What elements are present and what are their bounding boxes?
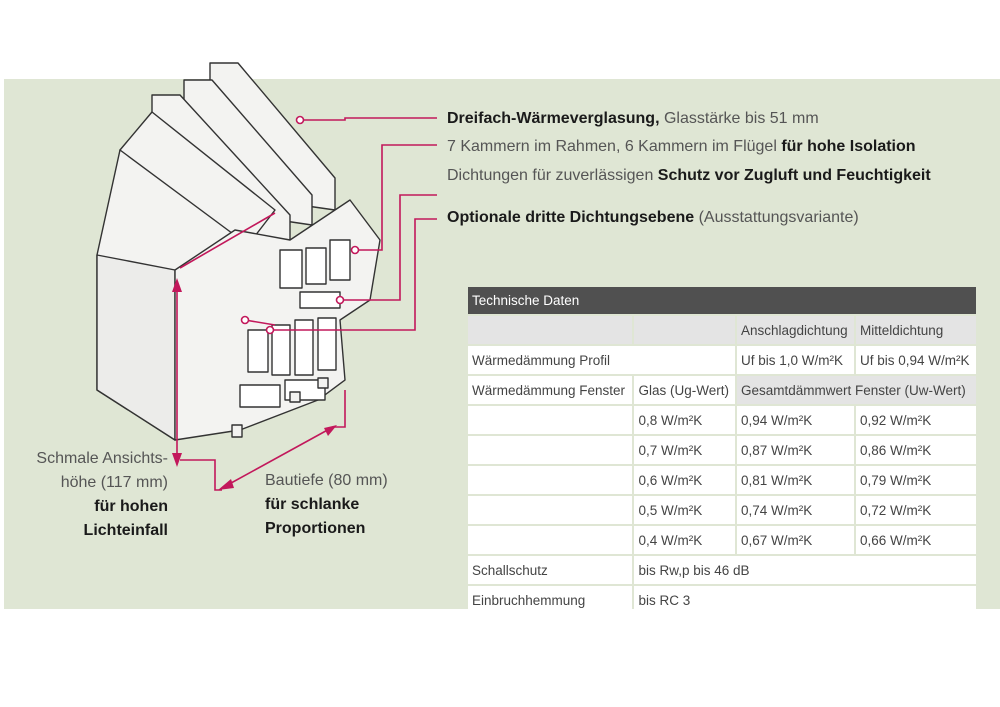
depth-dimension-label: Bautiefe (80 mm) für schlanke Proportionen (265, 472, 388, 537)
table-row: 0,7 W/m²K 0,87 W/m²K 0,86 W/m²K (468, 436, 976, 464)
technical-data-table (468, 285, 978, 616)
callout-dot-glass (297, 117, 304, 124)
height-dimension-label: Schmale Ansichts- höhe (117 mm) für hohen Lichteinfall (36, 450, 168, 539)
callout-dot-seals (337, 297, 344, 304)
table-row: 0,5 W/m²K 0,74 W/m²K 0,72 W/m²K (468, 496, 976, 524)
table-row: 0,8 W/m²K 0,94 W/m²K 0,92 W/m²K (468, 406, 976, 434)
table-row-einbruch: Einbruchhemmung bis RC 3 (468, 586, 976, 614)
callout-third-seal: Optionale dritte Dichtungsebene (Ausstattungsvariante) (447, 209, 859, 226)
table-row-profil: Wärmedämmung Profil Uf bis 1,0 W/m²K Uf bis 0,94 W/m²K (468, 346, 976, 374)
callout-dot-seal-2 (242, 317, 249, 324)
table-row: 0,6 W/m²K 0,81 W/m²K 0,79 W/m²K (468, 466, 976, 494)
callout-dot-chambers (352, 247, 359, 254)
callout-seals: Dichtungen für zuverlässigen Schutz vor Zugluft und Feuchtigkeit (447, 167, 931, 184)
callout-dot-third-seal (267, 327, 274, 334)
table-title: Technische Daten (468, 287, 976, 314)
table-row: 0,4 W/m²K 0,67 W/m²K 0,66 W/m²K (468, 526, 976, 554)
table-row-schallschutz: Schallschutz bis Rw,p bis 46 dB (468, 556, 976, 584)
callout-chambers: 7 Kammern im Rahmen, 6 Kammern im Flügel für hohe Isolation (447, 138, 916, 155)
table-header-row: Anschlagdichtung Mitteldichtung (468, 316, 976, 344)
callout-glazing: Dreifach-Wärmeverglasung, Glasstärke bis 51 mm (447, 110, 819, 127)
table-row-fenster: Wärmedämmung Fenster Glas (Ug-Wert) Gesamtdämmwert Fenster (Uw-Wert) (468, 376, 976, 404)
